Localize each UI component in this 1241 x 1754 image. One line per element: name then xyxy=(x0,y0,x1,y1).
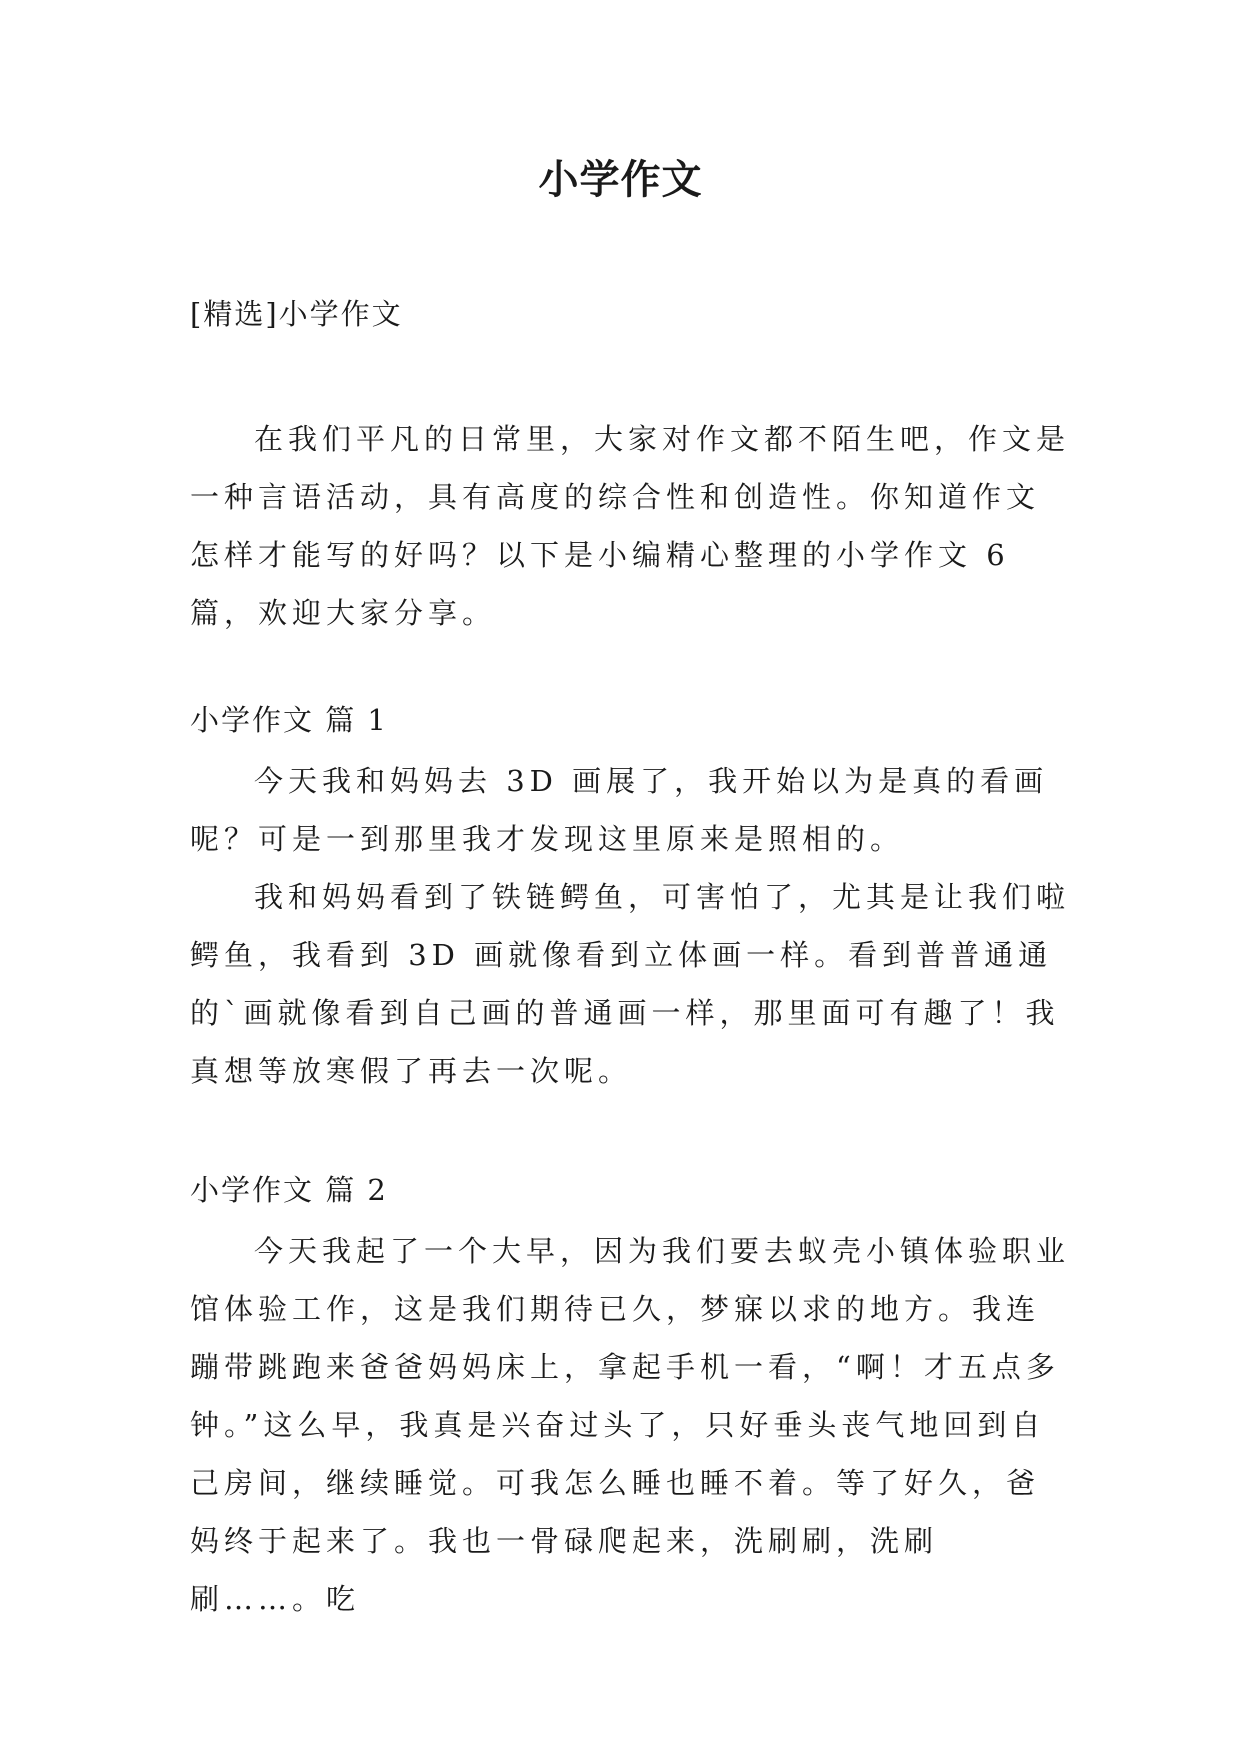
document-subtitle: [精选]小学作文 xyxy=(190,297,403,331)
section-heading-1: 小学作文 篇 1 xyxy=(190,703,388,737)
document-title: 小学作文 xyxy=(538,157,703,203)
section-1-paragraph-1: 今天我和妈妈去 3D 画展了，我开始以为是真的看画呢？可是一到那里我才发现这里原来是照相的。 xyxy=(190,764,1049,856)
section-1-paragraph-2: 我和妈妈看到了铁链鳄鱼，可害怕了，尤其是让我们啦鳄鱼，我看到 3D 画就像看到立体画一样。看到普普通通的`画就像看到自己画的普通画一样，那里面可有趣了！我真想等放寒假了再去一次呢。 xyxy=(190,880,1071,1088)
intro-paragraph: 在我们平凡的日常里，大家对作文都不陌生吧，作文是一种言语活动，具有高度的综合性和创造性。你知道作文怎样才能写的好吗？以下是小编精心整理的小学作文 6 篇，欢迎大家分享。 xyxy=(190,422,1071,630)
section-heading-2: 小学作文 篇 2 xyxy=(190,1173,388,1207)
section-2-paragraph-1: 今天我起了一个大早，因为我们要去蚁壳小镇体验职业馆体验工作，这是我们期待已久，梦寐以求的地方。我连蹦带跳跑来爸爸妈妈床上，拿起手机一看，“啊！才五点多钟。”这么早，我真是兴奋过头了，只好垂头丧气地回到自己房间，继续睡觉。可我怎么睡也睡不着。等了好久，爸妈终于起来了。我也一骨碌爬起来，洗刷刷，洗刷刷……。吃 xyxy=(190,1234,1071,1616)
